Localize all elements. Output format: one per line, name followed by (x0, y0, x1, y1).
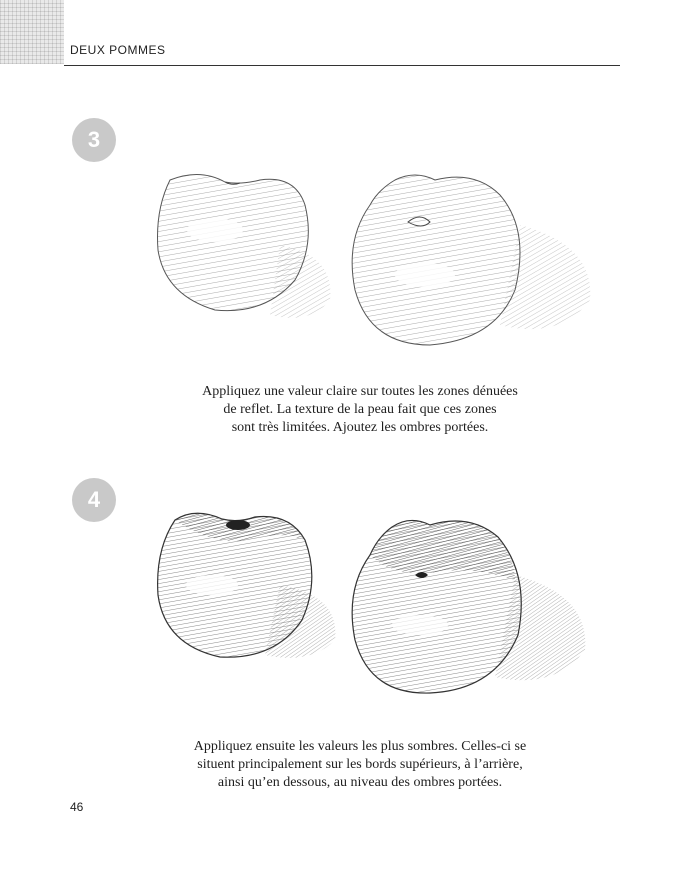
caption-step-4 (130, 738, 590, 792)
page-number: 46 (70, 800, 84, 814)
caption-line: situent principalement sur les bords supérieurs, à l’arrière, (197, 757, 523, 772)
corner-texture (0, 0, 64, 64)
step-badge-3: 3 (72, 118, 116, 162)
header-rule (64, 65, 620, 66)
right-apple-outline (352, 175, 520, 345)
running-header: DEUX POMMES (70, 43, 166, 57)
caption-step-3 (130, 383, 590, 437)
caption-line: Appliquez une valeur claire sur toutes les zones dénuées (202, 384, 518, 399)
apples-light-value-illustration (130, 150, 610, 365)
caption-line: ainsi qu’en dessous, au niveau des ombres portées. (217, 775, 503, 790)
caption-line: de reflet. La texture de la peau fait que ces zones (223, 402, 497, 417)
apples-dark-value-illustration (130, 495, 610, 720)
caption-line: sont très limitées. Ajoutez les ombres portées. (231, 420, 489, 435)
caption-line: Appliquez ensuite les valeurs les plus sombres. Celles-ci se (193, 739, 527, 754)
step-badge-4: 4 (72, 478, 116, 522)
